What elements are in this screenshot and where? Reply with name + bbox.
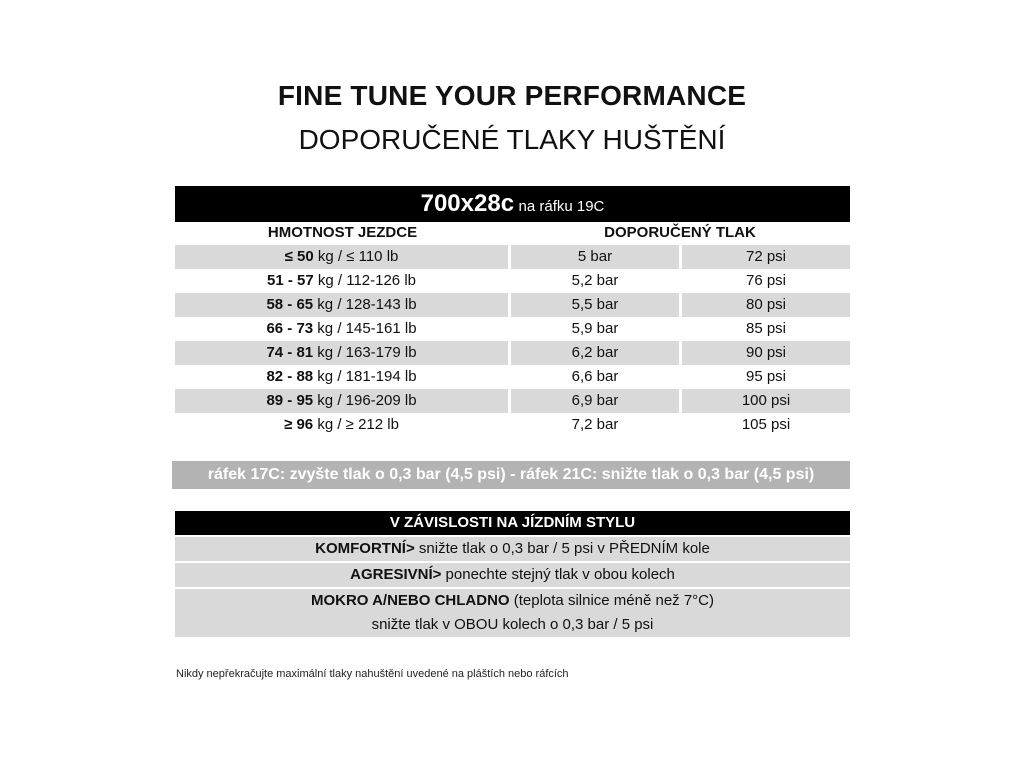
weight-unit: kg / 128-143 lb	[313, 296, 417, 313]
psi-cell: 72 psi	[682, 245, 850, 269]
table-row	[175, 365, 850, 389]
aggressive-label: AGRESIVNÍ>	[350, 566, 442, 583]
weight-cell	[175, 341, 508, 365]
bar-cell: 5,5 bar	[511, 293, 679, 317]
weight-value: ≥ 96	[284, 416, 314, 433]
weight-value: 58 - 65	[266, 296, 314, 313]
weight-cell	[175, 365, 508, 389]
psi-cell: 95 psi	[745, 368, 787, 385]
bar-cell: 7,2 bar	[571, 416, 619, 433]
table-header	[175, 224, 850, 244]
weight-unit: kg / 145-161 lb	[313, 320, 417, 337]
table-row	[175, 389, 850, 413]
table-row	[175, 293, 850, 317]
wet-cold-text: (teplota silnice méně než 7°C)	[509, 592, 715, 609]
psi-cell: 90 psi	[682, 341, 850, 365]
table-row	[175, 317, 850, 341]
psi-cell: 105 psi	[741, 416, 791, 433]
weight-cell	[175, 245, 508, 269]
wet-cold-label: MOKRO A/NEBO CHLADNO	[310, 592, 510, 609]
weight-value: 74 - 81	[266, 344, 314, 361]
comfort-label: KOMFORTNÍ>	[315, 540, 415, 557]
weight-cell	[175, 317, 508, 341]
weight-cell	[175, 293, 508, 317]
bar-cell: 5,9 bar	[571, 320, 619, 337]
comfort-row	[175, 537, 850, 561]
weight-unit: kg / ≤ 110 lb	[313, 248, 399, 265]
weight-value: 82 - 88	[266, 368, 314, 385]
weight-unit: kg / 163-179 lb	[313, 344, 417, 361]
wet-cold-line1	[175, 589, 850, 613]
rider-weight-header: HMOTNOST JEZDCE	[267, 224, 418, 241]
table-row	[175, 413, 850, 437]
weight-value: ≤ 50	[284, 248, 314, 265]
weight-value: 51 - 57	[267, 272, 314, 289]
bar-cell: 6,9 bar	[511, 389, 679, 413]
psi-cell: 85 psi	[745, 320, 787, 337]
aggressive-text: ponechte stejný tlak v obou kolech	[441, 566, 675, 583]
weight-value: 66 - 73	[266, 320, 314, 337]
bar-cell: 5 bar	[511, 245, 679, 269]
pressure-table	[175, 245, 850, 437]
weight-value: 89 - 95	[266, 392, 314, 409]
aggressive-row	[175, 563, 850, 587]
bar-cell: 5,2 bar	[571, 272, 619, 289]
wet-cold-row	[175, 589, 850, 637]
psi-cell: 76 psi	[745, 272, 787, 289]
weight-cell	[175, 269, 508, 293]
weight-cell	[175, 389, 508, 413]
table-row	[175, 341, 850, 365]
page-title: FINE TUNE YOUR PERFORMANCE	[277, 80, 747, 111]
comfort-text: snižte tlak o 0,3 bar / 5 psi v PŘEDNÍM kole	[414, 540, 710, 557]
weight-unit: kg / 196-209 lb	[313, 392, 417, 409]
page-subtitle: DOPORUČENÉ TLAKY HUŠTĚNÍ	[298, 124, 726, 155]
table-row	[175, 245, 850, 269]
weight-unit: kg / 181-194 lb	[313, 368, 417, 385]
footnote: Nikdy nepřekračujte maximální tlaky nahuštění uvedené na pláštích nebo ráfcích	[176, 668, 569, 680]
recommended-pressure-header: DOPORUČENÝ TLAK	[604, 224, 756, 241]
weight-unit: kg / 112-126 lb	[313, 272, 416, 289]
table-row	[175, 269, 850, 293]
rim-size: na ráfku 19C	[518, 198, 605, 215]
bar-cell: 6,6 bar	[571, 368, 619, 385]
tire-size-bar	[175, 186, 850, 222]
riding-style-heading: V ZÁVISLOSTI NA JÍZDNÍM STYLU	[175, 511, 850, 535]
psi-cell: 100 psi	[682, 389, 850, 413]
bar-cell: 6,2 bar	[511, 341, 679, 365]
psi-cell: 80 psi	[682, 293, 850, 317]
wet-cold-line2: snižte tlak v OBOU kolech o 0,3 bar / 5 psi	[371, 616, 654, 633]
weight-cell	[175, 413, 508, 437]
tire-size: 700x28c	[420, 190, 515, 217]
rim-adjustment-note: ráfek 17C: zvyšte tlak o 0,3 bar (4,5 psi) - ráfek 21C: snižte tlak o 0,3 bar (4,5 psi)	[172, 461, 850, 489]
weight-unit: kg / ≥ 212 lb	[313, 416, 399, 433]
